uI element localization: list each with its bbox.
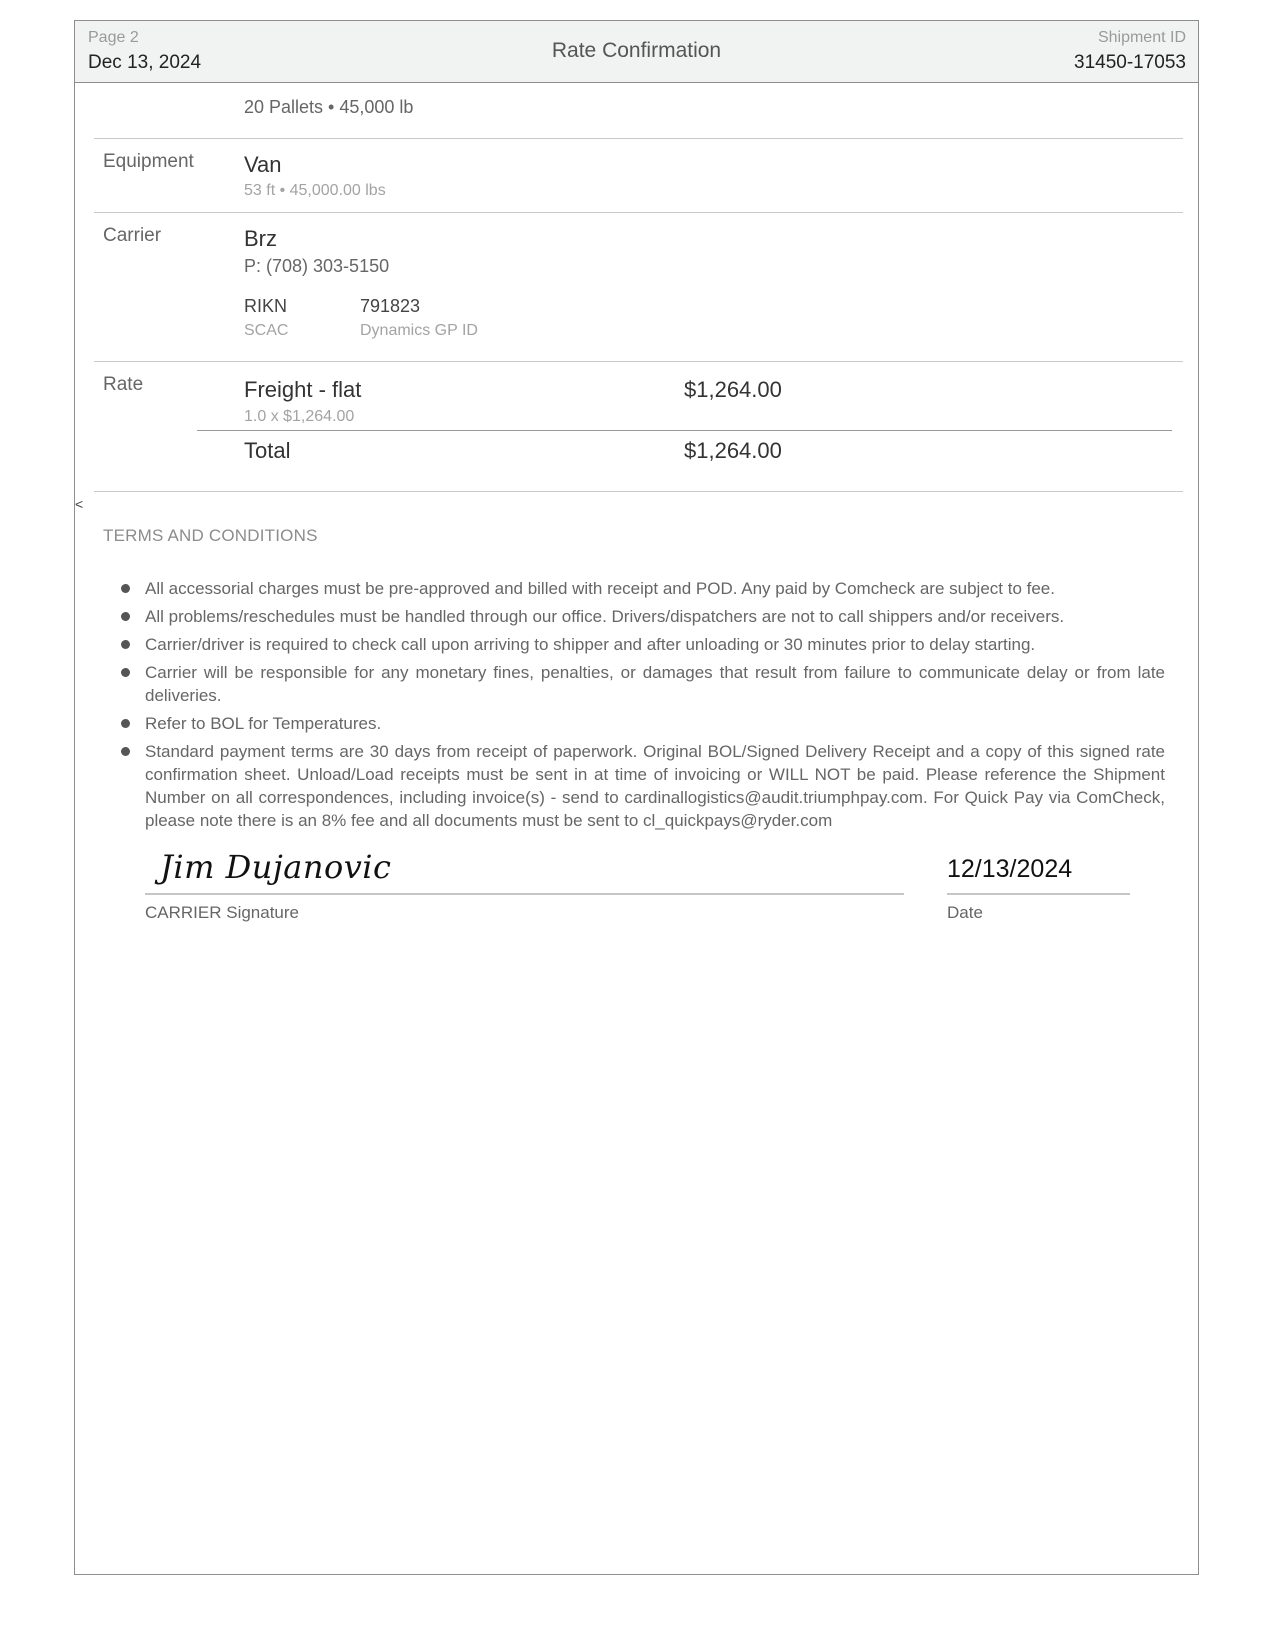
terms-item-text: All accessorial charges must be pre-approved and billed with receipt and POD. Any paid by Comcheck are subject to fee. [145, 579, 1055, 598]
terms-item [145, 740, 1165, 832]
rate-line-item: Freight - flat [244, 377, 362, 402]
rate-line-calc: 1.0 x $1,264.00 [244, 408, 355, 425]
carrier-name: Brz [244, 226, 277, 251]
terms-item [145, 633, 1165, 656]
divider [94, 212, 1183, 213]
terms-item-text: Refer to BOL for Temperatures. [145, 714, 382, 733]
equipment-label: Equipment [103, 151, 194, 172]
terms-item [145, 605, 1165, 628]
divider [94, 361, 1183, 362]
total-amount: $1,264.00 [684, 438, 782, 463]
equipment-type: Van [244, 152, 282, 177]
carrier-label: Carrier [103, 225, 162, 246]
date-line [947, 893, 1130, 895]
carrier-signature: Jim Dujanovic [160, 848, 392, 886]
page-header [75, 21, 1198, 83]
rate-label: Rate [103, 374, 144, 395]
subtotal-rule [197, 430, 1172, 431]
margin-mark: < [75, 496, 84, 512]
header-date: Dec 13, 2024 [88, 52, 202, 73]
date-caption: Date [947, 903, 983, 922]
terms-item [145, 712, 1165, 735]
terms-item-text: Standard payment terms are 30 days from receipt of paperwork. Original BOL/Signed Delivery Receipt and a copy of this signed rate confirmation sheet. Unload/Load receipts must be sent in at time of invoicing or WILL NOT be paid. Please reference the Shipment Number on all correspondences, including invoice(s) - send to cardinallogistics@audit.triumphpay.com. For Quick Pay via ComCheck, please note there is an 8% fee and all documents must be sent to cl_quickpays@ryder.com [145, 742, 1165, 830]
document-title: Rate Confirmation [551, 39, 722, 62]
bullet-icon [121, 612, 130, 621]
signature-caption: CARRIER Signature [145, 903, 300, 922]
scac-value: RIKN [244, 296, 288, 316]
divider [94, 138, 1183, 139]
signature-line [145, 893, 904, 895]
terms-title: TERMS AND CONDITIONS [103, 526, 318, 545]
bullet-icon [121, 747, 130, 756]
total-label: Total [244, 438, 291, 463]
carrier-phone: P: (708) 303-5150 [244, 256, 390, 276]
page-number: Page 2 [88, 29, 139, 46]
bullet-icon [121, 584, 130, 593]
divider [94, 491, 1183, 492]
terms-item-text: Carrier will be responsible for any monetary fines, penalties, or damages that result from failure to communicate delay or from late deliveries. [145, 663, 1165, 705]
bullet-icon [121, 668, 130, 677]
cargo-summary: 20 Pallets • 45,000 lb [244, 97, 414, 117]
equipment-details: 53 ft • 45,000.00 lbs [244, 182, 386, 199]
scac-label: SCAC [244, 322, 289, 339]
rate-line-amount: $1,264.00 [684, 377, 782, 402]
gp-id-value: 791823 [360, 296, 421, 316]
bullet-icon [121, 640, 130, 649]
terms-item [145, 577, 1165, 600]
bullet-icon [121, 719, 130, 728]
terms-item-text: Carrier/driver is required to check call upon arriving to shipper and after unloading or 30 minutes prior to delay starting. [145, 635, 1036, 654]
terms-list [145, 577, 1165, 837]
terms-item [145, 661, 1165, 707]
terms-item-text: All problems/reschedules must be handled through our office. Drivers/dispatchers are not to call shippers and/or receivers. [145, 607, 1065, 626]
shipment-id-label: Shipment ID [1097, 29, 1186, 46]
shipment-id-value: 31450-17053 [1074, 52, 1186, 73]
gp-id-label: Dynamics GP ID [360, 322, 478, 339]
signature-date: 12/13/2024 [947, 855, 1073, 883]
